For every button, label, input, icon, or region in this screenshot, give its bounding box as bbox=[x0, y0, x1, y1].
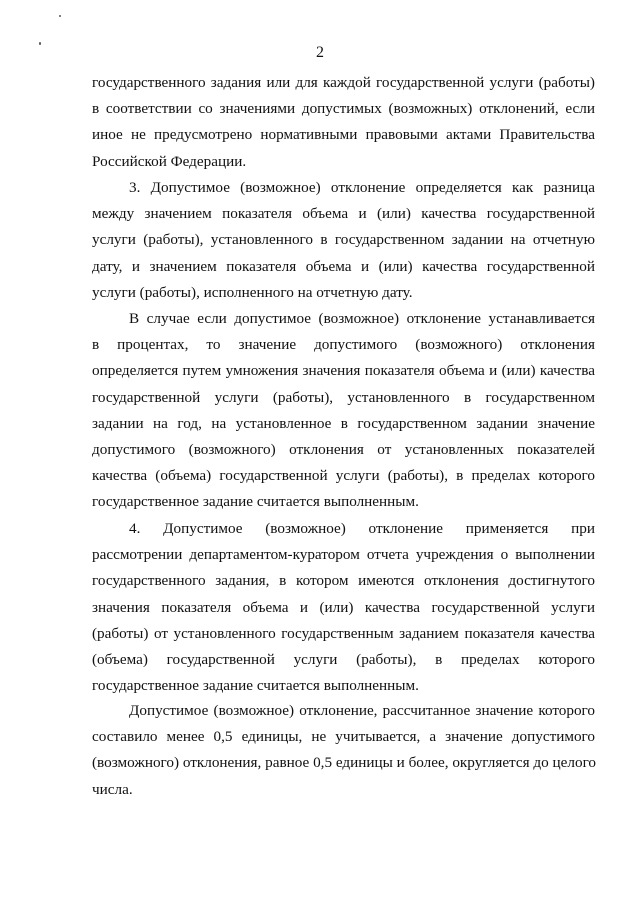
text-line: допустимого (возможного) отклонения от установленных показателей bbox=[92, 440, 595, 458]
paragraph-item-3 bbox=[92, 175, 595, 306]
paragraph-item-4 bbox=[92, 516, 595, 699]
text-line: государственное задание считается выполненным. bbox=[92, 677, 419, 695]
paragraph-continuation bbox=[92, 70, 595, 175]
text-line: в соответствии со значениями допустимых (возможных) отклонений, если bbox=[92, 100, 595, 118]
text-line: 4. Допустимое (возможное) отклонение применяется при bbox=[129, 520, 595, 537]
text-line: дату, и значением показателя объема и (или) качества государственной bbox=[92, 257, 595, 275]
text-line: иное не предусмотрено нормативными правовыми актами Правительства bbox=[92, 126, 595, 144]
text-line: значения показателя объема и (или) качества государственной услуги bbox=[92, 598, 595, 616]
text-line: задании на год, на установленное в государственном задании значение bbox=[92, 414, 595, 432]
text-line: составило менее 0,5 единицы, не учитывается, а значение допустимого bbox=[92, 728, 595, 746]
paragraph-item-3-percent bbox=[92, 306, 595, 516]
scan-speck bbox=[59, 15, 61, 17]
paragraph-item-4-rounding bbox=[92, 698, 595, 803]
text-line: В случае если допустимое (возможное) отклонение устанавливается bbox=[129, 310, 595, 327]
text-line: государственное задание считается выполненным. bbox=[92, 493, 419, 511]
text-line: государственной услуги (работы), установленного в государственном bbox=[92, 388, 595, 406]
text-line: (работы) от установленного государственным заданием показателя качества bbox=[92, 624, 595, 642]
text-line: качества (объема) государственной услуги (работы), в пределах которого bbox=[92, 467, 595, 485]
text-line: между значением показателя объема и (или) качества государственной bbox=[92, 205, 595, 223]
text-line: 3. Допустимое (возможное) отклонение определяется как разница bbox=[129, 179, 595, 196]
text-line: числа. bbox=[92, 780, 133, 798]
text-line: Допустимое (возможное) отклонение, рассчитанное значение которого bbox=[129, 702, 595, 719]
text-line: государственного задания, в котором имеются отклонения достигнутого bbox=[92, 572, 595, 590]
text-line: в процентах, то значение допустимого (возможного) отклонения bbox=[92, 336, 595, 354]
text-line: государственного задания или для каждой государственной услуги (работы) bbox=[92, 74, 595, 91]
text-line: определяется путем умножения значения показателя объема и (или) качества bbox=[92, 362, 595, 380]
text-line: услуги (работы), исполненного на отчетную дату. bbox=[92, 283, 413, 301]
text-line: услуги (работы), установленного в государственном задании на отчетную bbox=[92, 231, 595, 249]
text-line: (объема) государственной услуги (работы), в пределах которого bbox=[92, 650, 595, 668]
text-line: (возможного) отклонения, равное 0,5 единицы и более, округляется до целого bbox=[92, 754, 597, 772]
text-line: Российской Федерации. bbox=[92, 152, 247, 170]
text-line: рассмотрении департаментом-куратором отчета учреждения о выполнении bbox=[92, 546, 595, 564]
page-number: 2 bbox=[316, 44, 324, 61]
